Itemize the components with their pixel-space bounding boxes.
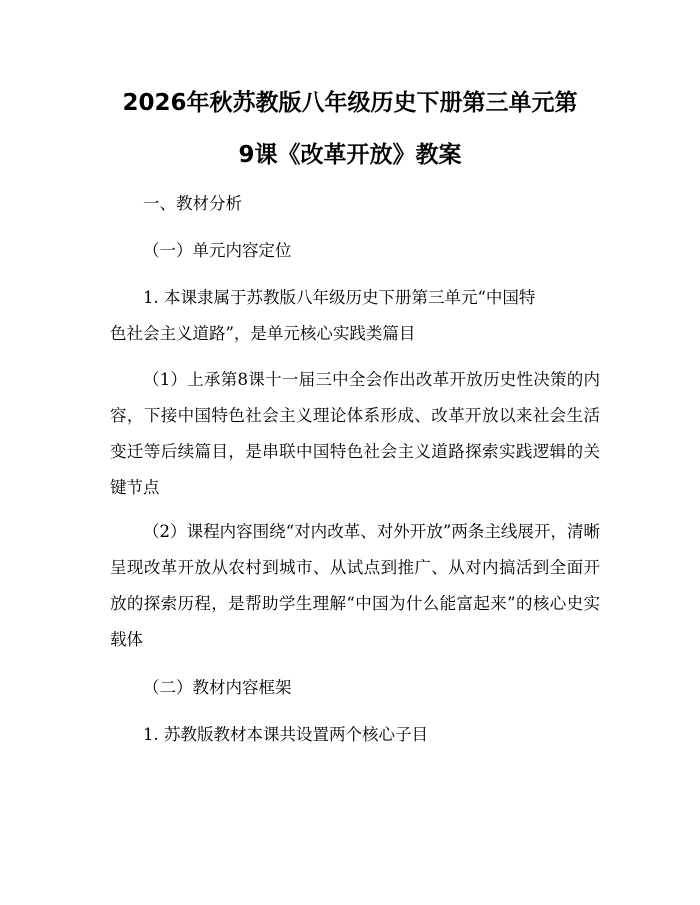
subsection-heading-unit-positioning: （一）单元内容定位 — [143, 241, 292, 260]
document-title-line-2: 9课《改革开放》教案 — [238, 142, 462, 168]
list-item-2: 1. 苏教版教材本课共设置两个核心子目 — [143, 725, 428, 744]
document-title-line-1: 2026年秋苏教版八年级历史下册第三单元第 — [122, 90, 578, 116]
section-heading-textbook-analysis: 一、教材分析 — [143, 194, 242, 213]
list-item-1-line-1: 1. 本课隶属于苏教版八年级历史下册第三单元“中国特 — [143, 288, 536, 307]
subsection-heading-content-framework: （二）教材内容框架 — [143, 678, 292, 697]
paragraph-2: （2）课程内容围绕“对内改革、对外开放”两条主线展开，清晰呈现改革开放从农村到城市、从试点到推广、从对内搞活到全面开放的探索历程，是帮助学生理解“中国为什么能富起来”的核心史实载体 — [110, 522, 600, 649]
paragraph-1: （1）上承第8课十一届三中全会作出改革开放历史性决策的内容，下接中国特色社会主义理论体系形成、改革开放以来社会生活变迁等后续篇目，是串联中国特色社会主义道路探索实践逻辑的关键节点 — [110, 370, 600, 497]
list-item-1-line-2: 色社会主义道路”，是单元核心实践类篇目 — [110, 324, 416, 343]
